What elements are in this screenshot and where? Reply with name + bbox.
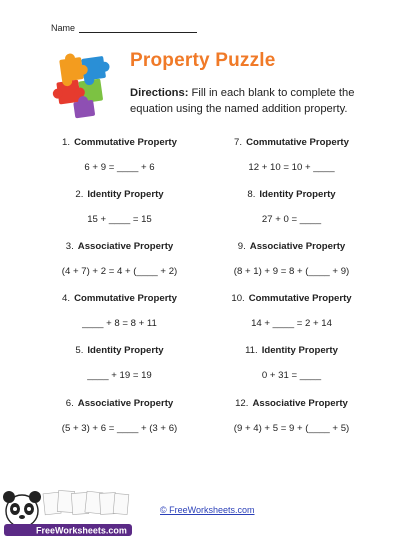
problem-number: 3.: [65, 241, 74, 252]
problem-property: Associative Property: [252, 398, 348, 409]
problem-number: 11.: [245, 345, 258, 356]
problem-equation[interactable]: 14 + ____ = 2 + 14: [251, 318, 332, 329]
name-line[interactable]: [79, 32, 197, 33]
problem-property: Associative Property: [77, 398, 174, 409]
directions: [130, 85, 380, 117]
problem-equation[interactable]: 12 + 10 = 10 + ____: [248, 162, 335, 173]
problem-property: Identity Property: [87, 345, 164, 356]
puzzle-pieces-icon: [49, 53, 117, 119]
name-field[interactable]: [51, 23, 197, 33]
problem-6: [32, 397, 207, 434]
problem-equation[interactable]: (5 + 3) + 6 = ____ + (3 + 6): [61, 423, 178, 434]
directions-label: Directions:: [130, 87, 189, 99]
problem-5: [32, 344, 207, 381]
problem-number: 7.: [234, 137, 243, 148]
problem-2: [32, 188, 207, 225]
problem-property: Commutative Property: [246, 137, 349, 148]
problem-10: [204, 292, 379, 329]
problem-equation[interactable]: 15 + ____ = 15: [87, 214, 152, 225]
problem-property: Commutative Property: [248, 293, 352, 304]
svg-text:FreeWorksheets.com: FreeWorksheets.com: [36, 525, 127, 536]
problem-7: [204, 136, 379, 173]
problem-1: [32, 136, 207, 173]
problem-equation[interactable]: 0 + 31 = ____: [261, 370, 322, 381]
problem-number: 5.: [75, 345, 84, 356]
directions-text: Fill in each blank to complete the equation using the named addition property.: [130, 87, 355, 115]
problem-property: Identity Property: [259, 189, 336, 200]
footer-link[interactable]: © FreeWorksheets.com: [160, 505, 255, 515]
problem-number: 9.: [237, 241, 246, 252]
problem-9: [204, 240, 379, 277]
problem-number: 8.: [247, 189, 256, 200]
problem-number: 4.: [62, 293, 71, 304]
problem-3: [32, 240, 207, 277]
problem-12: [204, 397, 379, 434]
problem-equation[interactable]: (4 + 7) + 2 = 4 + (____ + 2): [61, 266, 178, 277]
page-title: Property Puzzle: [130, 50, 276, 71]
problem-property: Commutative Property: [74, 293, 177, 304]
problem-number: 1.: [62, 137, 71, 148]
freeworksheets-logo: [0, 487, 140, 539]
problem-property: Identity Property: [87, 189, 164, 200]
problem-property: Identity Property: [261, 345, 338, 356]
problem-equation[interactable]: (8 + 1) + 9 = 8 + (____ + 9): [233, 266, 350, 277]
problem-number: 6.: [65, 398, 74, 409]
problem-equation[interactable]: ____ + 8 = 8 + 11: [82, 318, 157, 329]
problem-equation[interactable]: 6 + 9 = ____ + 6: [84, 162, 155, 173]
problem-property: Commutative Property: [74, 137, 177, 148]
problem-property: Associative Property: [249, 241, 346, 252]
name-label: Name: [51, 23, 76, 33]
problem-number: 12.: [235, 398, 249, 409]
problem-number: 10.: [231, 293, 245, 304]
problem-4: [32, 292, 207, 329]
problem-8: [204, 188, 379, 225]
problem-11: [204, 344, 379, 381]
problem-equation[interactable]: 27 + 0 = ____: [261, 214, 322, 225]
problem-number: 2.: [75, 189, 84, 200]
problem-equation[interactable]: (9 + 4) + 5 = 9 + (____ + 5): [233, 423, 350, 434]
problem-equation[interactable]: ____ + 19 = 19: [87, 370, 152, 381]
problem-property: Associative Property: [77, 241, 174, 252]
